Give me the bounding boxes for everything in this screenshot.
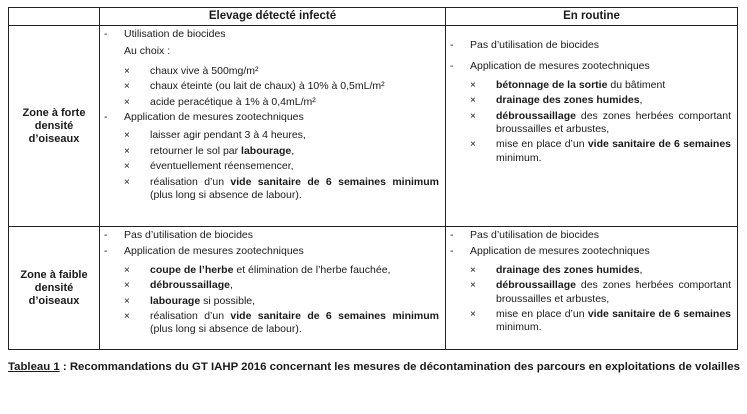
header-zone [9, 8, 100, 26]
zone-label-line: densité [34, 119, 74, 132]
text-regular: si possible, [200, 294, 256, 307]
list-item-text: Pas d’utilisation de biocides [124, 229, 253, 241]
text-regular: , [639, 94, 643, 107]
list-item-text [496, 308, 731, 335]
text-regular: retourner le sol par [150, 144, 242, 157]
text-regular: des zones herbées comportant broussailles et arbustes, [496, 109, 731, 136]
zone-label-line: Zone à faible [20, 268, 88, 281]
list-item [100, 279, 439, 292]
header-routine: En routine [446, 8, 738, 26]
list-item [446, 229, 731, 242]
cell-low-infected [100, 227, 446, 350]
text-regular: , [229, 279, 233, 292]
cross-bullet: × [124, 145, 130, 157]
list-item-text [150, 145, 439, 158]
cross-bullet: × [124, 280, 130, 292]
text-bold: labourage [241, 144, 292, 157]
cross-bullet: × [124, 161, 130, 173]
text-regular: mise en place d’un [496, 308, 588, 321]
text-bold: drainage des zones humides [496, 94, 640, 107]
choice-label: Au choix : [124, 45, 171, 58]
table-row-low-density [9, 227, 738, 350]
cross-bullet: × [470, 95, 476, 107]
measure-list [100, 129, 439, 202]
text-regular: et élimination de l’herbe fauchée, [233, 263, 391, 276]
text-bold: vide sanitaire de 6 semaines minimum [230, 175, 440, 188]
zone-label-line: densité [34, 281, 74, 294]
list-item [100, 80, 439, 93]
list-item [100, 129, 439, 142]
list-item-text [150, 295, 439, 308]
table-row-high-density [9, 26, 738, 227]
text-bold: débroussaillage [496, 279, 576, 292]
list-item [100, 96, 439, 109]
cross-bullet: × [124, 81, 130, 93]
list-item [100, 295, 439, 308]
text-regular: laisser agir pendant 3 à 4 heures, [150, 129, 306, 142]
dash-bullet: - [450, 245, 454, 258]
text-bold: vide sanitaire de 6 semaines [587, 308, 731, 321]
dash-bullet: - [450, 229, 454, 241]
text-regular: réalisation d’un [150, 175, 231, 188]
list-item [446, 245, 731, 258]
text-regular: réalisation d’un [150, 310, 231, 323]
measure-list [446, 79, 731, 165]
list-item-text [496, 264, 731, 277]
dash-bullet: - [450, 39, 454, 51]
list-item-text: Application de mesures zootechniques [124, 111, 304, 124]
text-regular: , [639, 263, 643, 276]
zone-label-low [9, 227, 100, 350]
zone-label-line: d’oiseaux [28, 294, 80, 307]
list-item [100, 245, 439, 258]
list-item-text [150, 279, 439, 292]
caption-label: Tableau 1 [8, 361, 60, 373]
list-item [446, 279, 731, 306]
cell-low-routine [446, 227, 738, 350]
list-item [446, 308, 731, 335]
cross-bullet: × [124, 130, 130, 142]
text-regular: du bâtiment [607, 78, 666, 91]
cross-bullet: × [124, 311, 130, 323]
cross-bullet: × [124, 65, 130, 77]
cross-bullet: × [124, 96, 130, 108]
cross-bullet: × [124, 176, 130, 188]
text-bold: drainage des zones humides [496, 263, 640, 276]
list-item-text [150, 176, 439, 203]
list-item [100, 160, 439, 173]
dash-bullet: - [104, 245, 108, 258]
text-regular: (plus long si absence de labour). [150, 323, 302, 336]
list-item-text [496, 138, 731, 165]
text-bold: labourage [150, 294, 201, 307]
text-regular: éventuellement réensemencer, [150, 160, 294, 173]
text-bold: débroussaillage [496, 109, 576, 122]
text-bold: vide sanitaire de 6 semaines minimum [230, 310, 440, 323]
text-bold: vide sanitaire de 6 semaines [587, 138, 731, 151]
list-item [446, 79, 731, 92]
text-bold: bétonnage de la sortie [496, 78, 608, 91]
list-item [100, 28, 439, 41]
list-item-text [496, 279, 731, 306]
recommendations-table [8, 7, 738, 350]
cross-bullet: × [470, 280, 476, 292]
list-item-text: Application de mesures zootechniques [124, 245, 304, 258]
list-item-text [496, 94, 731, 107]
text-regular: minimum. [496, 151, 542, 164]
cell-high-routine [446, 26, 738, 227]
cross-bullet: × [470, 309, 476, 321]
list-item-text: Application de mesures zootechniques [470, 245, 650, 258]
dash-bullet: - [104, 28, 108, 40]
list-item-text [150, 310, 439, 337]
list-item [100, 264, 439, 277]
dash-bullet: - [104, 229, 108, 241]
measure-list [446, 264, 731, 335]
cross-bullet: × [470, 264, 476, 276]
text-bold: débroussaillage [150, 279, 230, 292]
table-caption [8, 360, 740, 374]
text-regular: mise en place d’un [496, 138, 588, 151]
cross-bullet: × [470, 79, 476, 91]
list-item-text [150, 264, 439, 277]
header-infected: Elevage détecté infecté [100, 8, 446, 26]
text-bold: coupe de l’herbe [150, 263, 234, 276]
zone-label-high [9, 26, 100, 227]
list-item-text: chaux éteinte (ou lait de chaux) à 10% à 0,5mL/m² [150, 80, 385, 93]
document [8, 7, 740, 374]
list-item [100, 65, 439, 78]
measure-list [100, 264, 439, 337]
list-item [446, 94, 731, 107]
list-item-text: acide peracétique à 1% à 0,4mL/m² [150, 95, 316, 108]
list-item [100, 229, 439, 242]
text-regular: minimum. [496, 321, 542, 334]
cross-bullet: × [470, 110, 476, 122]
list-item-text [496, 110, 731, 137]
list-item-text: Application de mesures zootechniques [470, 60, 650, 73]
text-regular: , [291, 144, 295, 157]
list-item-text: Pas d’utilisation de biocides [470, 39, 599, 51]
list-item [446, 110, 731, 137]
cross-bullet: × [470, 139, 476, 151]
list-item [100, 176, 439, 203]
list-item [446, 60, 731, 73]
list-item-text [150, 160, 439, 173]
cross-bullet: × [124, 264, 130, 276]
list-item [100, 111, 439, 124]
list-item [446, 264, 731, 277]
list-item-text: Pas d’utilisation de biocides [470, 229, 599, 241]
cross-bullet: × [124, 295, 130, 307]
list-item [100, 145, 439, 158]
text-regular: (plus long si absence de labour). [150, 189, 302, 202]
zone-label-line: d’oiseaux [28, 132, 80, 145]
list-item-text: chaux vive à 500mg/m² [150, 64, 259, 77]
list-item-text: Utilisation de biocides [124, 28, 226, 40]
list-item-text [150, 129, 439, 142]
text-regular: des zones herbées comportant broussailles et arbustes, [496, 279, 731, 305]
list-item [446, 39, 731, 52]
caption-text: : Recommandations du GT IAHP 2016 concernant les mesures de décontamination des parcours en exploitations de volailles [59, 361, 740, 373]
list-item-text [496, 79, 731, 92]
list-item [446, 138, 731, 165]
cell-high-infected [100, 26, 446, 227]
dash-bullet: - [104, 111, 108, 124]
zone-label-line: Zone à forte [22, 106, 86, 119]
list-item [100, 310, 439, 337]
table-header-row [9, 8, 738, 26]
dash-bullet: - [450, 60, 454, 73]
